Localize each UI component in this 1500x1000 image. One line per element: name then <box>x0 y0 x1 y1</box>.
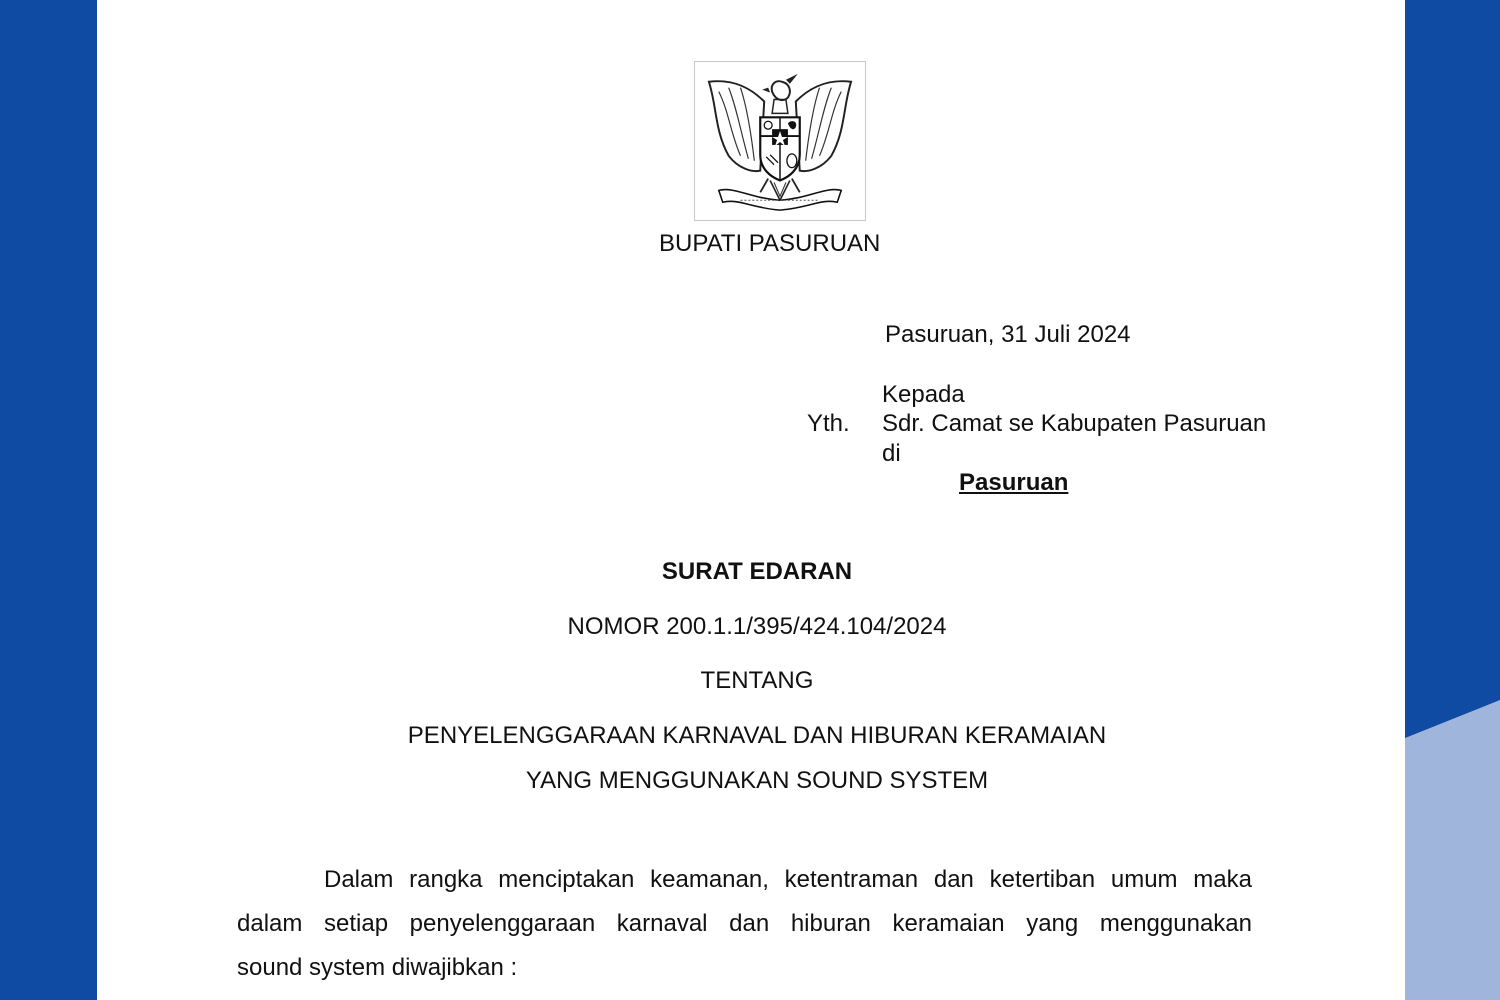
about-label: TENTANG <box>700 667 814 694</box>
recipient-name: Sdr. Camat se Kabupaten Pasuruan <box>882 410 1267 437</box>
body-line-1: Dalam rangka menciptakan keamanan, ketentraman dan ketertiban umum maka <box>324 866 1252 893</box>
document-number: NOMOR 200.1.1/395/424.104/2024 <box>567 613 947 640</box>
document-page <box>97 0 1405 1000</box>
body-paragraph <box>237 858 1252 990</box>
body-line-2: dalam setiap penyelenggaraan karnaval dan hiburan keramaian yang menggunakan <box>237 910 1252 937</box>
recipient-yth: Yth. <box>807 410 850 437</box>
recipient-di: di <box>882 440 901 467</box>
document-title: SURAT EDARAN <box>661 558 853 585</box>
garuda-emblem-icon <box>694 61 866 221</box>
place-date: Pasuruan, 31 Juli 2024 <box>885 321 1131 348</box>
recipient-place: Pasuruan <box>959 469 1069 496</box>
subject-line-2: YANG MENGGUNAKAN SOUND SYSTEM <box>525 767 989 794</box>
body-line-3: sound system diwajibkan : <box>237 954 518 981</box>
recipient-kepada: Kepada <box>882 381 965 408</box>
issuer-title: BUPATI PASURUAN <box>659 230 881 257</box>
subject-line-1: PENYELENGGARAAN KARNAVAL DAN HIBURAN KERAMAIAN <box>407 722 1107 749</box>
